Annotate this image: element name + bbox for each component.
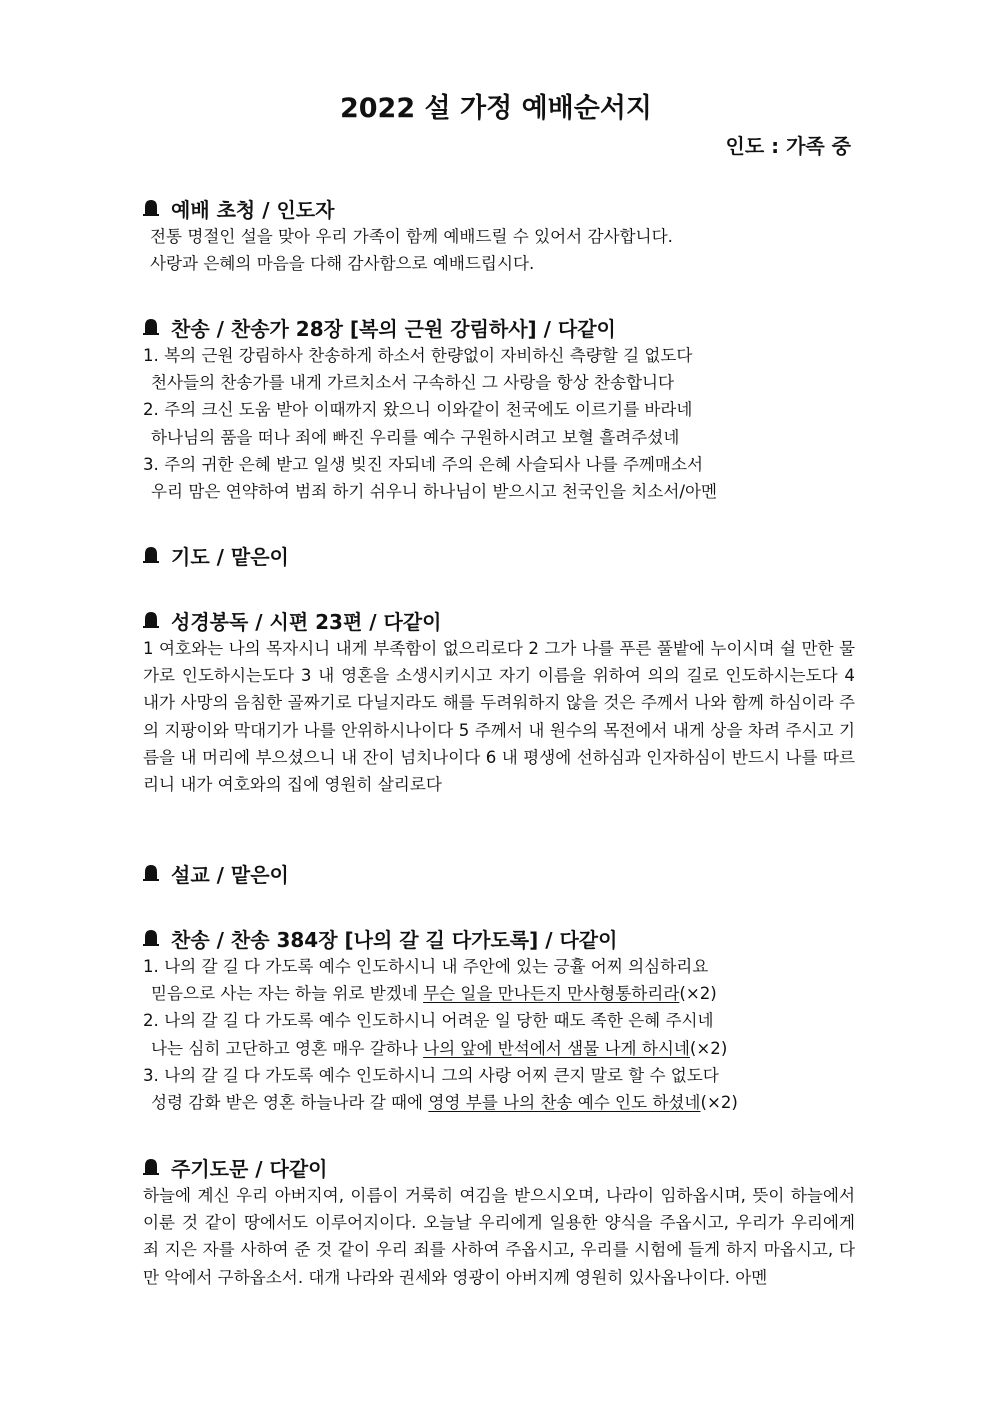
section-heading-text: 찬송 / 찬송가 28장 [복의 근원 강림하사] / 다같이 xyxy=(171,316,616,341)
hymn-line: 천사들의 찬송가를 내게 가르치소서 구속하신 그 사랑을 항상 찬송합니다 xyxy=(151,373,675,393)
hymn-line: 2. 주의 크신 도움 받아 이때까지 왔으니 이와같이 천국에도 이르기를 바라네 xyxy=(143,400,693,420)
hymn-text: 나는 심히 고단하고 영혼 매우 갈하나 xyxy=(151,1038,424,1058)
underlined-refrain: 무슨 일을 만나든지 만사형통하리라 xyxy=(423,984,680,1004)
hymn-line: 2. 나의 갈 길 다 가도록 예수 인도하시니 어려운 일 당한 때도 족한 은혜 주시네 xyxy=(143,1011,714,1031)
leader-label: 인도 : 가족 중 xyxy=(725,134,851,158)
section-heading-text: 기도 / 맡은이 xyxy=(171,544,289,569)
bell-icon xyxy=(143,1158,159,1176)
bell-icon xyxy=(143,318,159,336)
bell-icon xyxy=(143,546,159,564)
lords-prayer-text: 하늘에 계신 우리 아버지여, 이름이 거룩히 여김을 받으시오며, 나라이 임하옵시며, 뜻이 하늘에서 이룬 것 같이 땅에서도 이루어지이다. 오늘날 우리에게 일용한 양식을 주옵시고, 우리가 우리에게 죄 지은 자를 사하여 준 것 같이 우리 죄를 사하여 주옵시고, 우리를 시험에 들게 하지 마옵시고, 다만 악에서 구하옵소서. 대개 나라와 권세와 영광이 아버지께 영원히 있사옵나이다. 아멘 xyxy=(143,1186,855,1287)
hymn-line: 3. 나의 갈 길 다 가도록 예수 인도하시니 그의 사랑 어찌 큰지 말로 할 수 없도다 xyxy=(143,1065,719,1085)
section-scripture xyxy=(143,605,855,798)
section-heading xyxy=(143,193,855,223)
bell-icon xyxy=(143,929,159,947)
section-heading xyxy=(143,1152,855,1182)
section-heading xyxy=(143,312,855,342)
text-line: 전통 명절인 설을 맞아 우리 가족이 함께 예배드릴 수 있어서 감사합니다. xyxy=(150,227,673,246)
hymn-text: 믿음으로 사는 자는 하늘 위로 받겠네 xyxy=(151,984,424,1004)
hymn-line xyxy=(143,980,855,1007)
hymn-line: 우리 맘은 연약하여 범죄 하기 쉬우니 하나님이 받으시고 천국인을 치소서/아멘 xyxy=(151,482,718,502)
section-hymn-28 xyxy=(143,312,855,505)
hymn-text: 성령 감화 받은 영혼 하늘나라 갈 때에 xyxy=(151,1093,429,1113)
underlined-refrain: 영영 부를 나의 찬송 예수 인도 하셨네 xyxy=(428,1093,701,1113)
section-prayer xyxy=(143,540,855,570)
repeat-mark: (×2) xyxy=(679,984,717,1004)
underlined-refrain: 나의 앞에 반석에서 샘물 나게 하시네 xyxy=(423,1038,690,1058)
text-line: 사랑과 은혜의 마음을 다해 감사함으로 예배드립시다. xyxy=(150,254,535,274)
page-title: 2022 설 가정 예배순서지 xyxy=(339,93,652,124)
hymn-line xyxy=(143,1035,855,1062)
repeat-mark: (×2) xyxy=(700,1093,738,1113)
hymn-line: 3. 주의 귀한 은혜 받고 일생 빚진 자되네 주의 은혜 사슬되사 나를 주께매소서 xyxy=(143,454,704,474)
section-sermon xyxy=(143,858,855,888)
section-heading xyxy=(143,605,855,635)
section-hymn-384 xyxy=(143,923,855,1116)
hymn-line: 1. 나의 갈 길 다 가도록 예수 인도하시니 내 주안에 있는 긍휼 어찌 의심하리요 xyxy=(143,957,709,976)
section-heading xyxy=(143,923,855,953)
section-heading-text: 찬송 / 찬송 384장 [나의 갈 길 다가도록] / 다같이 xyxy=(171,927,618,952)
section-heading-text: 예배 초청 / 인도자 xyxy=(171,197,335,222)
bell-icon xyxy=(143,199,159,217)
section-heading xyxy=(143,858,855,888)
scripture-text: 1 여호와는 나의 목자시니 내게 부족함이 없으리로다 2 그가 나를 푸른 풀밭에 누이시며 쉴 만한 물 가로 인도하시는도다 3 내 영혼을 소생시키시고 자기 이름을 위하여 의의 길로 인도하시는도다 4 내가 사망의 음침한 골짜기로 다닐지라도 해를 두려워하지 않을 것은 주께서 나와 함께 하심이라 주의 지팡이와 막대기가 나를 안위하시나이다 5 주께서 내 원수의 목전에서 내게 상을 차려 주시고 기름을 내 머리에 부으셨으니 내 잔이 넘치나이다 6 내 평생에 선하심과 인자하심이 반드시 나를 따르리니 내가 여호와의 집에 영원히 살리로다 xyxy=(143,639,855,795)
hymn-line xyxy=(143,1089,855,1116)
section-heading-text: 설교 / 맡은이 xyxy=(171,862,289,887)
repeat-mark: (×2) xyxy=(689,1038,728,1058)
section-heading-text: 주기도문 / 다같이 xyxy=(171,1156,328,1181)
section-heading xyxy=(143,540,855,570)
section-heading-text: 성경봉독 / 시편 23편 / 다같이 xyxy=(171,609,442,634)
hymn-line: 1. 복의 근원 강림하사 찬송하게 하소서 한량없이 자비하신 측량할 길 없도다 xyxy=(143,346,693,365)
hymn-line: 하나님의 품을 떠나 죄에 빠진 우리를 예수 구원하시려고 보혈 흘려주셨네 xyxy=(151,427,680,447)
bell-icon xyxy=(143,864,159,882)
bell-icon xyxy=(143,611,159,629)
section-lords-prayer xyxy=(143,1152,855,1291)
section-invitation xyxy=(143,193,855,277)
